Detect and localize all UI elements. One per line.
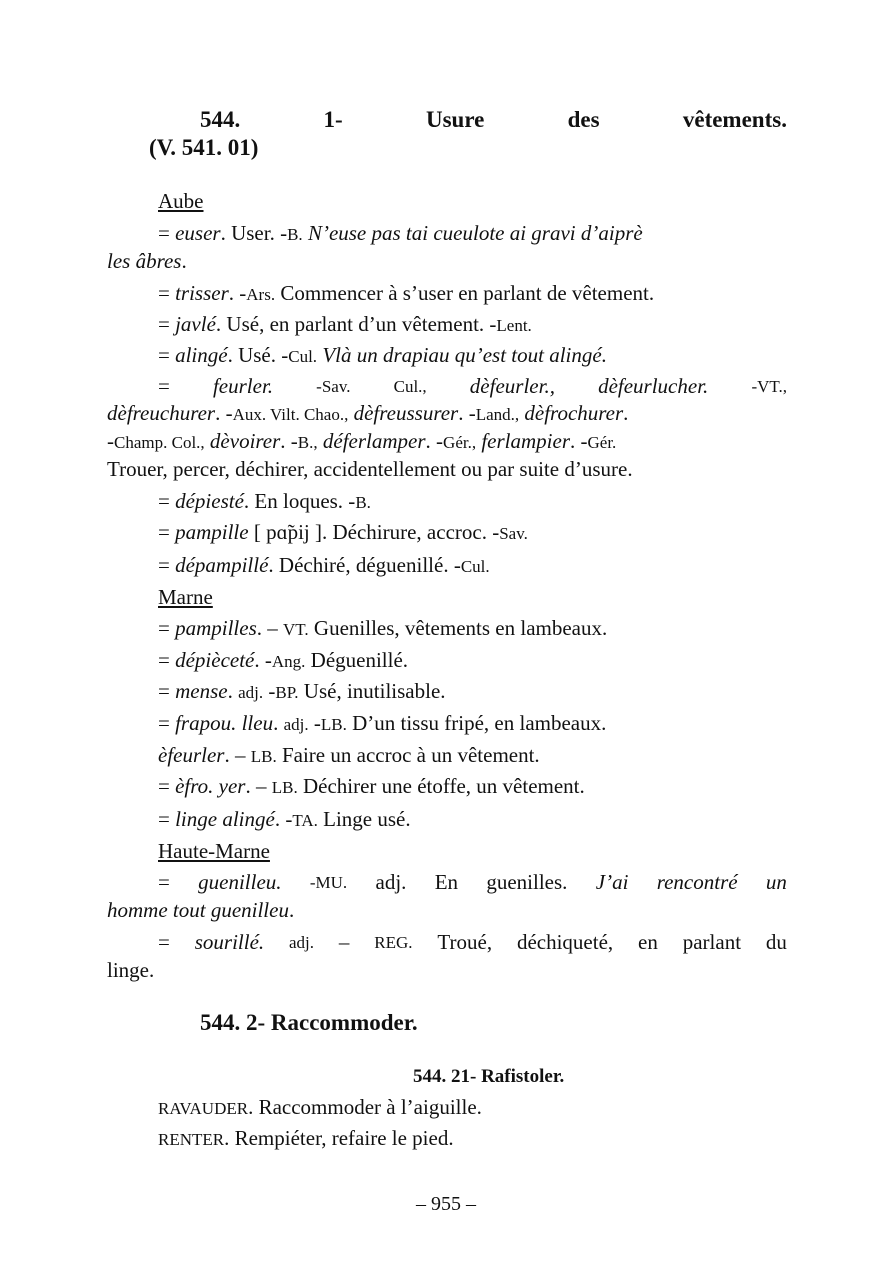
heading-word: Usure	[425, 107, 485, 132]
grammar-abbrev: adj.	[283, 715, 309, 734]
entry-line: = dépièceté. -Ang. Déguenillé.	[158, 648, 409, 672]
grammar-abbrev: adj.	[375, 870, 407, 894]
example-text: un	[765, 870, 787, 894]
headword: linge alingé	[175, 807, 275, 831]
example-text: les âbres	[107, 249, 182, 273]
source-abbrev: Gér.,	[443, 433, 477, 452]
entry-line: RAVAUDER. Raccommoder à l’aiguille.	[158, 1095, 482, 1119]
headword: dépiesté	[175, 489, 244, 513]
source-abbrev: Lent.	[496, 316, 532, 335]
headword: dèfreussurer	[348, 401, 459, 425]
headword: sourillé.	[194, 930, 265, 954]
heading-subnumber: 1-	[323, 107, 343, 132]
source-abbrev: B.	[287, 225, 303, 244]
heading-number: 544.	[200, 107, 241, 132]
entry-line: = trisser. -Ars. Commencer à s’user en parlant de vêtement.	[158, 281, 655, 305]
entry-line: = sourillé. adj. – REG. Troué, déchiqueté, en parlant du	[107, 929, 787, 957]
entry-line: = pampilles. – VT. Guenilles, vêtements en lambeaux.	[158, 616, 608, 640]
headword: dépampillé	[175, 553, 269, 577]
headword: dépièceté	[175, 648, 255, 672]
entry-line: = alingé. Usé. -Cul. Vlà un drapiau qu’est tout alingé.	[158, 343, 607, 367]
source-abbrev: Ars.	[246, 285, 276, 304]
entry-line: = dépiesté. En loques. -B.	[158, 489, 371, 513]
entry-line: homme tout guenilleu.	[107, 898, 295, 922]
source-abbrev: Sav.	[499, 524, 528, 543]
page-number: – 955 –	[416, 1193, 476, 1215]
source-abbrev: Cul.	[288, 347, 318, 366]
section-heading: 544. 2- Raccommoder.	[200, 1010, 418, 1035]
source-abbrev: Aux. Vilt. Chao.,	[232, 405, 349, 424]
source-abbrev: B.,	[297, 433, 318, 452]
entry-line: = mense. adj. -BP. Usé, inutilisable.	[158, 679, 446, 703]
example-text: Vlà un drapiau qu’est tout alingé.	[317, 343, 607, 367]
phonetic: [ pɑ̃pij ]	[248, 520, 322, 544]
headword: mense	[175, 679, 228, 703]
heading-word: des	[567, 107, 600, 132]
subsection-heading: 544. 21- Rafistoler.	[413, 1066, 565, 1087]
source-abbrev: LB.	[271, 778, 298, 797]
example-text: rencontré	[656, 870, 738, 894]
entry-line: = pampille [ pɑ̃pij ]. Déchirure, accroc. -Sav.	[158, 520, 528, 544]
source-abbrev: Cul.,	[393, 377, 427, 396]
entry-line: = frapou. lleu. adj. -LB. D’un tissu fripé, en lambeaux.	[158, 711, 607, 735]
example-text: N’euse pas tai cueulote ai gravi d’aiprè	[302, 221, 643, 245]
headword: èfro. yer	[175, 774, 246, 798]
grammar-abbrev: adj.	[289, 933, 315, 952]
section-heading	[107, 106, 787, 162]
headword: déferlamper	[317, 429, 426, 453]
grammar-abbrev: adj.	[238, 683, 264, 702]
entry-line: = guenilleu. -MU. adj. En guenilles. J’ai rencontré un	[107, 869, 787, 897]
headword: dèvoirer	[204, 429, 281, 453]
headword: èfeurler	[158, 743, 225, 767]
region-label: Aube	[158, 189, 204, 213]
headword: alingé	[175, 343, 228, 367]
heading-reference: (V. 541. 01)	[149, 135, 259, 160]
heading-word: vêtements.	[682, 107, 787, 132]
headword: RAVAUDER	[158, 1099, 249, 1118]
region-label: Haute-Marne	[158, 839, 270, 863]
entry-line: = euser. User. -B. N’euse pas tai cueulote ai gravi d’aiprè	[158, 221, 643, 245]
entry-line: RENTER. Rempiéter, refaire le pied.	[158, 1126, 454, 1150]
entry-line: = linge alingé. -TA. Linge usé.	[158, 807, 411, 831]
headword: pampille	[175, 520, 249, 544]
entry-line: = dépampillé. Déchiré, déguenillé. -Cul.	[158, 553, 490, 577]
headword: frapou. lleu	[175, 711, 274, 735]
source-abbrev: BP.	[275, 683, 299, 702]
headword: euser	[175, 221, 221, 245]
headword: guenilleu.	[198, 870, 282, 894]
headword: feurler.	[212, 374, 274, 398]
source-abbrev: LB.	[250, 747, 277, 766]
source-abbrev: REG.	[374, 933, 413, 952]
headword: ferlampier	[476, 429, 570, 453]
entry-line: = feurler. -Sav. Cul., dèfeurler., dèfeurlucher. -VT.,	[107, 373, 787, 401]
entry-line: -Champ. Col., dèvoirer. -B., déferlamper. -Gér., ferlampier. -Gér.	[107, 429, 617, 453]
source-abbrev: Ang.	[271, 652, 306, 671]
source-abbrev: TA.	[292, 811, 318, 830]
source-abbrev: Cul.	[460, 557, 490, 576]
headword: RENTER	[158, 1130, 225, 1149]
entry-line: èfeurler. – LB. Faire un accroc à un vêtement.	[158, 743, 540, 767]
example-text: homme tout guenilleu	[107, 898, 289, 922]
headword: dèfreuchurer	[107, 401, 216, 425]
headword: pampilles	[175, 616, 257, 640]
headword: dèfrochurer	[519, 401, 624, 425]
source-abbrev: -MU.	[309, 873, 348, 892]
entry-line: = èfro. yer. – LB. Déchirer une étoffe, un vêtement.	[158, 774, 585, 798]
source-abbrev: VT.	[283, 620, 309, 639]
headword: javlé	[175, 312, 216, 336]
definition-text: Trouer, percer, déchirer, accidentellement ou par suite d’usure.	[107, 457, 633, 481]
example-text: J’ai	[595, 870, 629, 894]
source-abbrev: -Sav.	[316, 377, 351, 396]
entry-line: dèfreuchurer. -Aux. Vilt. Chao., dèfreussurer. -Land., dèfrochurer.	[107, 401, 629, 425]
entry-line: linge.	[107, 958, 155, 982]
headword: dèfeurlucher.	[598, 374, 709, 398]
source-abbrev: B.	[355, 493, 371, 512]
region-label: Marne	[158, 585, 213, 609]
source-abbrev: -VT.,	[751, 377, 787, 396]
source-abbrev: Champ. Col.,	[114, 433, 205, 452]
source-abbrev: Gér.	[587, 433, 617, 452]
entry-line: = javlé. Usé, en parlant d’un vêtement. -Lent.	[158, 312, 532, 336]
source-abbrev: LB.	[320, 715, 347, 734]
entry-line	[107, 456, 787, 484]
headword: dèfeurler.,	[469, 374, 555, 398]
headword: trisser	[175, 281, 229, 305]
entry-line: les âbres.	[107, 249, 187, 273]
source-abbrev: Land.,	[475, 405, 520, 424]
